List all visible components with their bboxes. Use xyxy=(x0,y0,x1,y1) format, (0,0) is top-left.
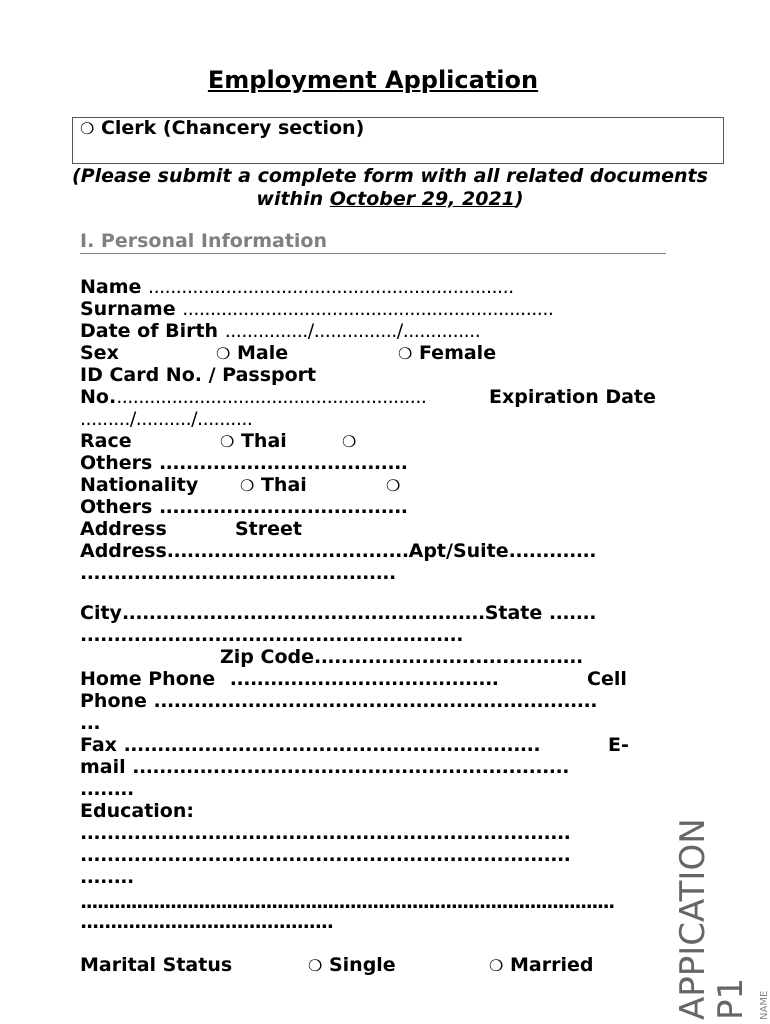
name-label: Name xyxy=(80,276,142,298)
education-line-2[interactable]: ......................................................................... xyxy=(80,844,571,866)
dob-label: Date of Birth xyxy=(80,320,219,342)
race-thai-label: Thai xyxy=(240,430,287,452)
city-label: City xyxy=(80,602,122,624)
city-field[interactable]: ...................................................... xyxy=(121,602,485,624)
sex-male-option[interactable] xyxy=(216,342,288,365)
street-address-field[interactable]: .................................... xyxy=(166,540,409,562)
home-phone-label: Home Phone xyxy=(80,668,216,690)
apt-field[interactable]: ............. xyxy=(508,540,596,562)
sex-female-label: Female xyxy=(418,342,497,364)
education-line-3[interactable]: ........ xyxy=(80,866,134,888)
zip-field[interactable]: ........................................ xyxy=(314,646,583,668)
cell-label: Cell xyxy=(587,668,627,690)
position-option[interactable] xyxy=(80,117,364,139)
radio-icon[interactable]: ❍ xyxy=(308,956,323,975)
state-label: State xyxy=(484,602,543,624)
side-label-p1: P1 xyxy=(711,977,751,1020)
marital-single-label: Single xyxy=(328,954,396,976)
zip-label: Zip Code xyxy=(220,646,314,668)
home-phone-row xyxy=(80,668,499,690)
nationality-others-row xyxy=(80,496,408,518)
dob-row xyxy=(80,320,480,342)
race-others-row xyxy=(80,452,408,474)
radio-icon[interactable]: ❍ xyxy=(489,956,504,975)
apt-label: Apt/Suite xyxy=(408,540,509,562)
home-phone-field[interactable]: ........................................ xyxy=(229,668,499,690)
expiration-field[interactable]: ........./........../.......... xyxy=(80,408,253,430)
sex-label: Sex xyxy=(80,342,119,364)
nationality-others-field[interactable]: ..................................... xyxy=(158,496,408,518)
race-others-option[interactable] xyxy=(342,430,356,453)
street-label: Street xyxy=(235,518,302,540)
notice-prefix: (Please submit a complete form with all related documents within xyxy=(72,165,708,210)
dob-field[interactable]: .............../.............../.............. xyxy=(224,320,481,342)
street-address-label: Address xyxy=(80,540,167,562)
nationality-others-label: Others xyxy=(80,496,153,518)
side-label-name: NAME xyxy=(759,990,770,1020)
marital-married-option[interactable] xyxy=(489,954,593,977)
marital-married-label: Married xyxy=(509,954,594,976)
address-line2-field[interactable]: ............................................... xyxy=(80,562,396,584)
surname-row xyxy=(80,298,553,320)
name-field[interactable]: .................................................................. xyxy=(148,276,514,298)
street-address-row xyxy=(80,540,596,562)
radio-icon[interactable]: ❍ xyxy=(240,476,255,495)
state-field[interactable]: ....... xyxy=(548,602,596,624)
side-label-application: APPICATION xyxy=(673,818,713,1020)
cell-phone-row xyxy=(80,690,597,712)
race-others-field[interactable]: ..................................... xyxy=(158,452,408,474)
race-thai-option[interactable] xyxy=(220,430,287,453)
nationality-thai-option[interactable] xyxy=(240,474,307,497)
cell-phone-overflow[interactable]: ... xyxy=(80,712,101,734)
education-line-4[interactable]: ............................................................................................... xyxy=(80,891,614,913)
id-card-no-label: No. xyxy=(80,386,117,408)
state-line2-field[interactable]: ......................................................... xyxy=(80,624,463,646)
radio-icon[interactable]: ❍ xyxy=(386,476,401,495)
notice-deadline: October 29, 2021 xyxy=(329,188,515,210)
expiration-label: Expiration Date xyxy=(489,386,656,408)
notice-suffix: ) xyxy=(514,188,524,210)
id-card-row xyxy=(80,386,426,408)
position-label: Clerk (Chancery section) xyxy=(100,117,365,139)
radio-icon[interactable]: ❍ xyxy=(342,432,357,451)
education-line-1[interactable]: ......................................................................... xyxy=(80,822,571,844)
sex-row xyxy=(80,342,119,364)
name-row xyxy=(80,276,514,298)
email-label-part2: mail xyxy=(80,756,126,778)
race-label: Race xyxy=(80,430,132,452)
education-label: Education: xyxy=(80,800,194,822)
section-heading: I. Personal Information xyxy=(80,230,666,254)
radio-icon[interactable]: ❍ xyxy=(398,344,413,363)
email-label-part1: E- xyxy=(608,734,629,756)
email-overflow[interactable]: ........ xyxy=(80,778,134,800)
radio-icon[interactable]: ❍ xyxy=(220,432,235,451)
address-label: Address xyxy=(80,518,167,540)
sex-male-label: Male xyxy=(236,342,289,364)
radio-icon[interactable]: ❍ xyxy=(80,119,95,138)
fax-field[interactable]: .............................................................. xyxy=(123,734,541,756)
fax-label: Fax xyxy=(80,734,117,756)
radio-icon[interactable]: ❍ xyxy=(216,344,231,363)
id-card-label: ID Card No. / Passport xyxy=(80,364,317,386)
submission-notice xyxy=(60,165,720,211)
nationality-others-option[interactable] xyxy=(386,474,400,497)
nationality-thai-label: Thai xyxy=(260,474,307,496)
marital-single-option[interactable] xyxy=(308,954,396,977)
education-line-5[interactable]: .......................................... xyxy=(80,911,333,933)
race-others-label: Others xyxy=(80,452,153,474)
email-row xyxy=(80,756,569,778)
zip-row xyxy=(220,646,583,668)
email-field[interactable]: ................................................................. xyxy=(132,756,569,778)
fax-row xyxy=(80,734,540,756)
surname-label: Surname xyxy=(80,298,176,320)
cell-phone-field[interactable]: .................................................................. xyxy=(153,690,597,712)
city-row xyxy=(80,602,596,624)
sex-female-option[interactable] xyxy=(398,342,496,365)
surname-field[interactable]: ................................................................... xyxy=(182,298,554,320)
nationality-label: Nationality xyxy=(80,474,199,496)
page-title: Employment Application xyxy=(207,66,539,94)
phone-label: Phone xyxy=(80,690,147,712)
marital-status-label: Marital Status xyxy=(80,954,233,976)
id-card-field[interactable]: ........................................................ xyxy=(116,386,427,408)
